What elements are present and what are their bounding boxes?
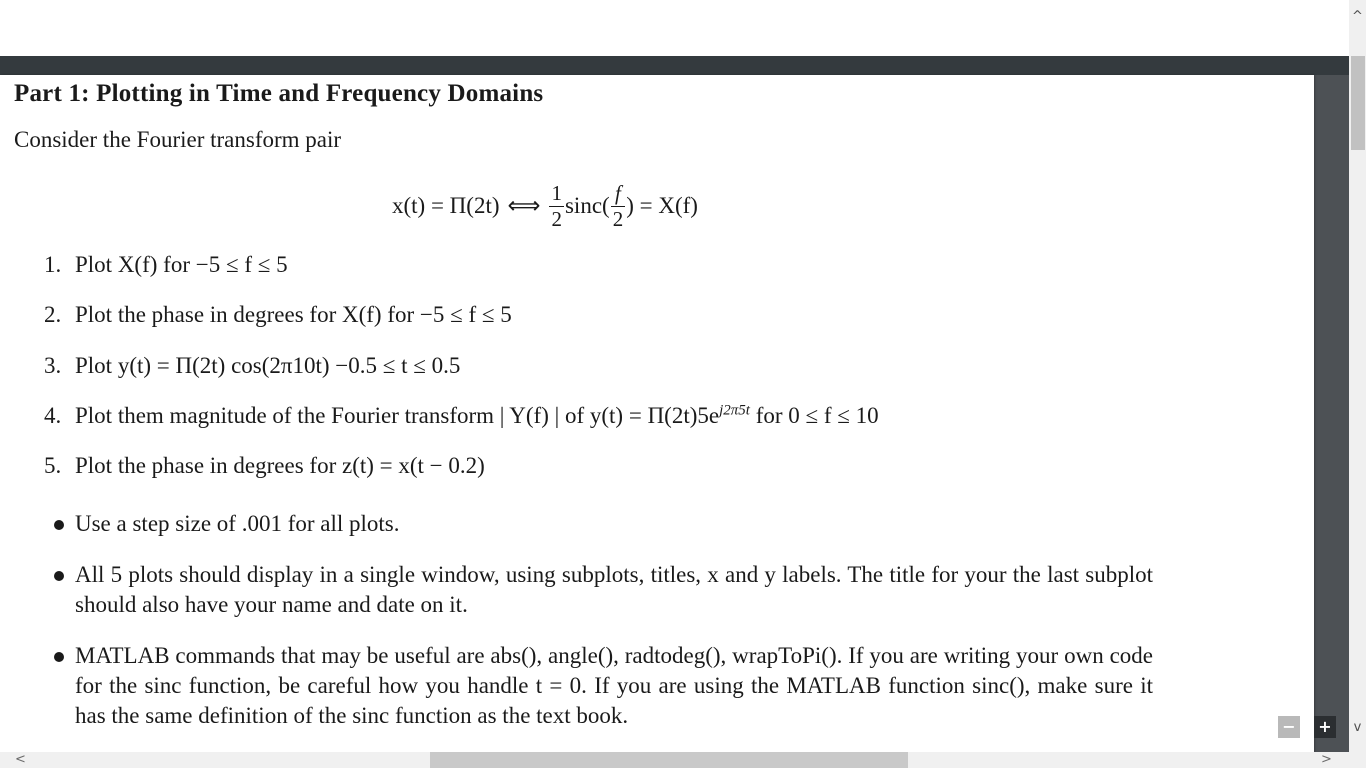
fourier-pair-equation	[392, 177, 698, 235]
equation-lhs: x(t) = Π(2t)	[392, 193, 500, 218]
list-item	[44, 453, 485, 479]
page-title: Part 1: Plotting in Time and Frequency Domains	[14, 80, 544, 107]
coefficient-fraction	[549, 180, 564, 231]
equivalence-arrow: ⟺	[507, 193, 541, 218]
argument-fraction	[611, 180, 626, 231]
item-number: 2.	[44, 302, 62, 327]
list-item	[44, 252, 288, 278]
zoom-in-button[interactable]: +	[1314, 716, 1336, 738]
scroll-right-icon[interactable]: >	[1321, 752, 1332, 767]
bullet-dot	[54, 571, 64, 581]
item-number: 4.	[44, 403, 62, 428]
list-item	[44, 302, 512, 328]
bullet-text: Use a step size of .001 for all plots.	[75, 511, 400, 536]
equation-rhs: ) = X(f)	[626, 193, 698, 218]
scroll-left-icon[interactable]: <	[15, 752, 26, 767]
scroll-up-icon[interactable]: ^	[1352, 9, 1363, 24]
item-text-part-a: Plot them magnitude of the Fourier transform | Y(f) | of y(t) = Π(2t)5e	[75, 403, 720, 428]
viewer-toolbar	[0, 56, 1349, 75]
coef-denominator: 2	[551, 206, 562, 231]
bullet-text: MATLAB commands that may be useful are abs(), angle(), radtodeg(), wrapToPi(). If you are writing your own code for the sinc function, be careful how you handle t = 0. If you are using the MATLAB function sinc(), make sure it has the same definition of the sinc function as the text book.	[75, 643, 1153, 728]
bullet-text: All 5 plots should display in a single window, using subplots, titles, x and y labels. The title for your the last subplot should also have your name and date on it.	[75, 562, 1153, 617]
bullet-dot	[54, 652, 64, 662]
horizontal-scroll-thumb[interactable]	[430, 752, 908, 768]
intro-text: Consider the Fourier transform pair	[14, 127, 342, 152]
bullet-dot	[54, 520, 64, 530]
item-text-part-b: for 0 ≤ f ≤ 10	[749, 403, 879, 428]
item-text: Plot X(f) for −5 ≤ f ≤ 5	[75, 252, 288, 277]
coef-numerator: 1	[551, 180, 562, 205]
item-superscript: j2π5t	[719, 402, 750, 419]
vertical-scroll-thumb[interactable]	[1351, 56, 1365, 150]
document-page	[0, 75, 1314, 752]
item-text: Plot y(t) = Π(2t) cos(2π10t) −0.5 ≤ t ≤ 0.5	[75, 353, 461, 378]
item-number: 1.	[44, 252, 62, 277]
sinc-open: sinc(	[564, 193, 610, 218]
zoom-out-button[interactable]: −	[1278, 716, 1300, 738]
scroll-down-icon[interactable]: v	[1353, 720, 1362, 735]
list-item	[44, 403, 879, 429]
scrollbar-corner	[1349, 752, 1366, 768]
item-number: 5.	[44, 453, 62, 478]
item-text: Plot the phase in degrees for z(t) = x(t − 0.2)	[75, 453, 485, 478]
list-item	[44, 353, 460, 379]
arg-numerator: f	[615, 180, 621, 205]
item-text: Plot the phase in degrees for X(f) for −5 ≤ f ≤ 5	[75, 302, 512, 327]
viewer-top-area	[0, 0, 1349, 56]
item-number: 3.	[44, 353, 62, 378]
arg-denominator: 2	[612, 206, 624, 231]
viewer-background	[1314, 75, 1349, 752]
